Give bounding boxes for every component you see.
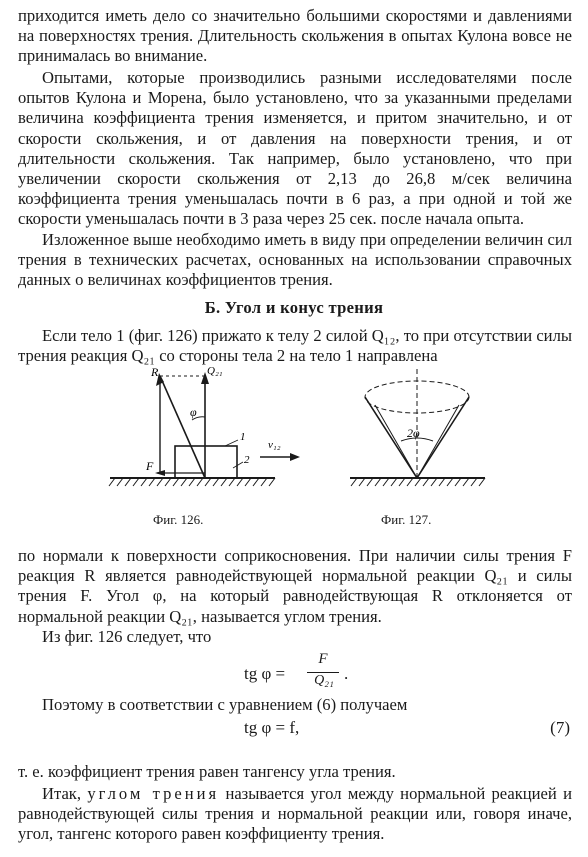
- formula-denominator: Q₂₁: [314, 673, 334, 688]
- label-Q21: Q₂₁: [207, 365, 223, 377]
- label-2phi: 2φ: [407, 426, 420, 440]
- figure-126-caption: Фиг. 126.: [153, 512, 204, 527]
- paragraph-3: Изложенное выше необходимо иметь в виду при определении величин сил трения в технических расчетах, основанных на использовании справочных данных о величинах коэффициентов трения.: [18, 230, 572, 290]
- formula-tail: .: [344, 664, 349, 683]
- paragraph-9: [18, 784, 572, 845]
- formula-lhs: tg φ =: [244, 664, 286, 683]
- paragraph-2: Опытами, которые производились разными исследователями после опытов Кулона и Морена, было установлено, что за указанными пределами величина коэффициента трения изменяется, и притом значительно, и от скорости скольжения, и от давления на поверхности трения, и от длительности скольжения. Так например, было установлено, что при увеличении скорости скольжения от 2,13 до 26,8 м/сек величина коэффициента трения уменьшалась почти в 6 раз, а при одной и той же скорости уменьшалась почти в 3 раза через 25 сек. после начала опыта.: [18, 68, 572, 229]
- formula-numerator: F: [318, 651, 328, 667]
- paragraph-5: по нормали к поверхности соприкосновения. При наличии силы трения F реакция R является равнодействующей нормальной реакции Q₂₁ и силы трения F. Угол φ, на который равнодействующая R отклоняется от нормальной реакции Q₂₁, называется углом трения.: [18, 546, 572, 626]
- formula-tg-phi-equals-f: tg φ = f,: [244, 718, 300, 737]
- figure-126-diagram: [105, 360, 320, 495]
- formula-tg-phi: [244, 652, 384, 692]
- label-phi: φ: [190, 405, 197, 419]
- paragraph-6: Из фиг. 126 следует, что: [42, 627, 212, 646]
- term-friction-angle: углом трения: [87, 784, 220, 803]
- paragraph-9-lead: Итак,: [42, 784, 82, 803]
- label-body-2: 2: [244, 454, 250, 466]
- figure-127-caption: Фиг. 127.: [381, 512, 432, 527]
- section-heading: Б. Угол и конус трения: [204, 298, 384, 317]
- paragraph-7: Поэтому в соответствии с уравнением (6) получаем: [42, 695, 408, 714]
- equation-number: (7): [550, 718, 570, 737]
- paragraph-4: Если тело 1 (фиг. 126) прижато к телу 2 силой Q₁₂, то при отсутствии силы трения реакция Q₂₁ со стороны тела 2 на тело 1 направлена: [18, 326, 572, 366]
- label-v12: v₁₂: [268, 439, 281, 451]
- figure-127-diagram: [345, 365, 495, 495]
- label-F: F: [146, 459, 154, 473]
- label-R: R: [151, 365, 159, 379]
- paragraph-8: т. е. коэффициент трения равен тангенсу угла трения.: [18, 762, 396, 781]
- paragraph-9-rest: называется угол между нормальной реакцией и равнодействующей силы трения и нормальной реакции или, говоря иначе, угол, тангенс которого равен коэффициенту трения.: [18, 784, 572, 844]
- paragraph-1: приходится иметь дело со значительно большими скоростями и давлениями на поверхностях трения. Длительность скольжения в опытах Кулона вовсе не принималась во внимание.: [18, 6, 572, 66]
- label-body-1: 1: [240, 431, 246, 443]
